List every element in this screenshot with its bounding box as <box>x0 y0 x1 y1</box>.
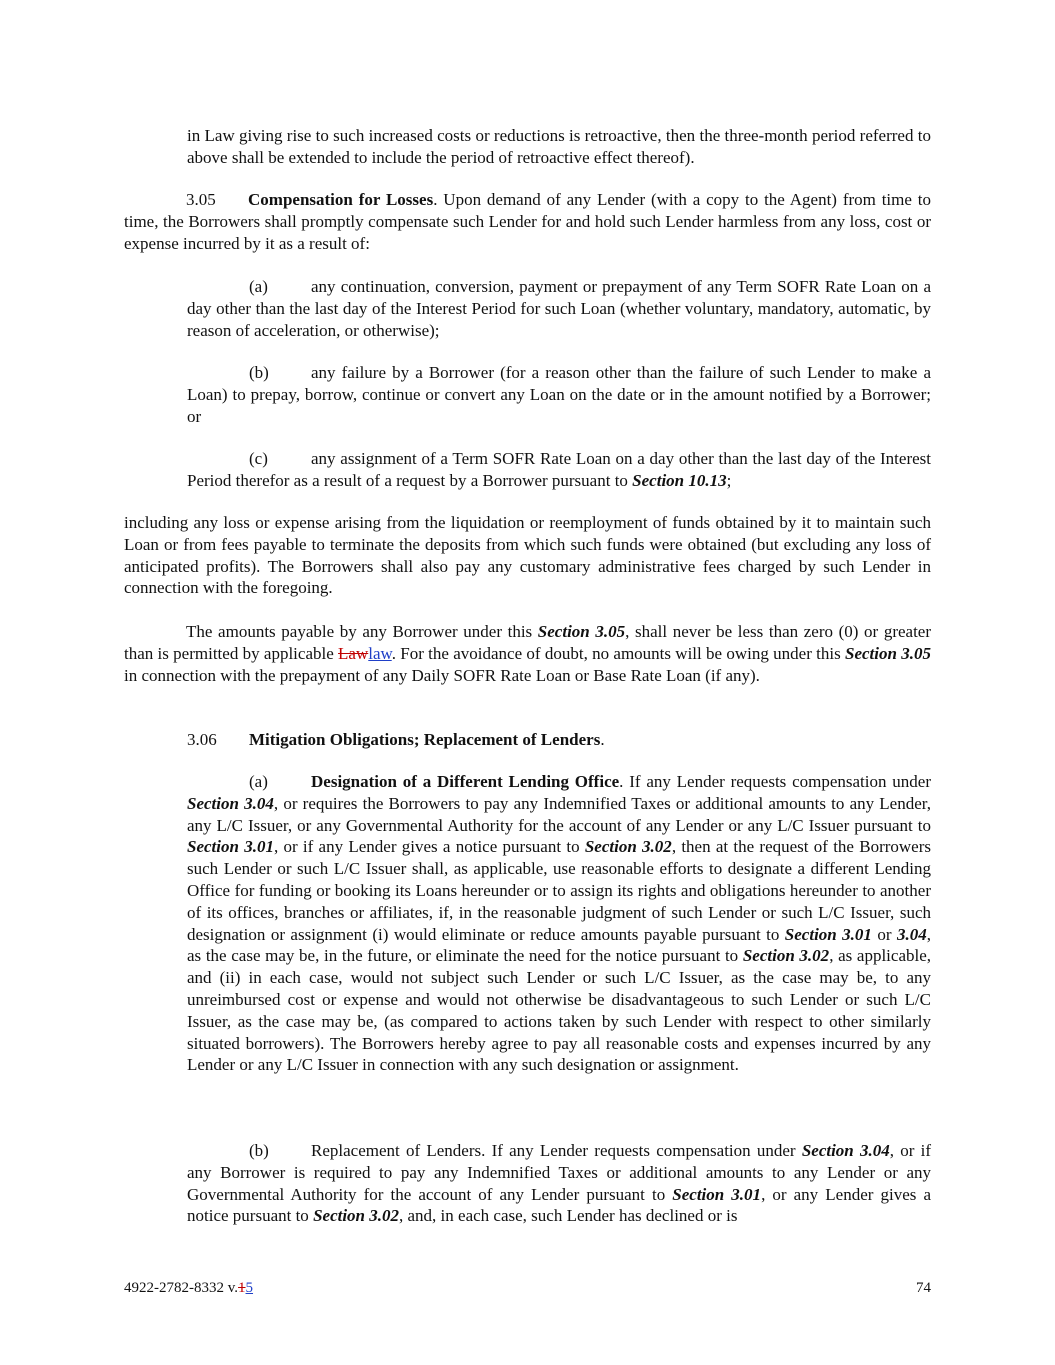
clause-text: , as the case may be, in the future, or eliminate the need for the notice pursuant to <box>187 924 931 966</box>
clause-number: (a) <box>249 772 268 791</box>
clause-text: . If any Lender requests compensation under <box>619 772 931 791</box>
section-reference: Section 3.02 <box>742 946 830 966</box>
section-reference: 3.04 <box>896 924 927 944</box>
clause-text: , or if any Lender gives a notice pursuant to <box>273 837 585 857</box>
version-inserted: 5 <box>245 1280 254 1296</box>
section-reference: Section 3.01 <box>784 924 872 944</box>
clause-text: Replacement of Lenders. If any Lender requests compensation under <box>311 1141 802 1160</box>
section-number: 3.06 <box>187 730 217 749</box>
section-reference: Section 3.02 <box>584 837 672 857</box>
clause-text: , or any Lender gives a notice pursuant to <box>187 1184 931 1226</box>
clause-number: (c) <box>249 449 268 468</box>
clause-3-06-b <box>187 1140 931 1227</box>
section-text: . Upon demand of any Lender (with a copy to the Agent) from time to time, the Borrowers shall promptly compensate such Lender for and hold such Lender harmless from any loss, cost or expense incurred by it as a result of: <box>124 190 931 253</box>
tracked-insertion: law <box>368 643 392 663</box>
paragraph-text: , shall never be less than zero (0) or greater than is permitted by applicable <box>124 622 932 663</box>
clause-text: , as applicable, and (ii) in each case, would not subject such Lender or such L/C Issuer, as the case may be, to any unreimbursed cost or expense and would not otherwise be disadvantageous to such Lender or such L/C Issuer, as the case may be, (as compared to actions taken by such Lender with respect to other similarly situated borrowers). The Borrowers hereby agree to pay all reasonable costs and expenses incurred by any Lender or any L/C Issuer in connection with any such designation or assignment. <box>187 946 932 1075</box>
clause-3-06-a <box>187 771 931 1076</box>
clause-text: , and, in each case, such Lender has declined or is <box>399 1206 738 1226</box>
section-reference: Section 3.04 <box>187 793 274 813</box>
paragraph-text: . For the avoidance of doubt, no amounts will be owing under this <box>391 643 846 663</box>
page-number <box>916 1280 931 1297</box>
clause-text: any continuation, conversion, payment or prepayment of any Term SOFR Rate Loan on a day other than the last day of the Interest Period for such Loan (whether voluntary, mandatory, automatic, by reason of acceleration, or otherwise); <box>187 277 931 340</box>
version-deleted: 1 <box>238 1280 246 1296</box>
clause-number: (b) <box>249 363 269 382</box>
clause-text: , then at the request of the Borrowers such Lender or such L/C Issuer shall, as applicable, use reasonable efforts to designate a different Lending Office for funding or booking its Loans hereunder or to assign its rights and obligations hereunder to another of its offices, branches or affiliates, if, in the reasonable judgment of such Lender or such L/C Issuer, such designation or assignment (i) would eliminate or reduce amounts payable pursuant to <box>187 837 932 944</box>
clause-text: any failure by a Borrower (for a reason other than the failure of such Lender to make a Loan) to prepay, borrow, continue or convert any Loan on the date or in the amount notified by a Borrower; or <box>187 363 931 426</box>
page-number-text: 74 <box>916 1280 931 1296</box>
section-text: . <box>600 730 605 749</box>
clause-text: , or requires the Borrowers to pay any Indemnified Taxes or additional amounts to any Lender, any L/C Issuer, or any Governmental Authority for the account of any Lender or any L/C Issuer pursuant to <box>187 793 931 835</box>
section-reference: Section 3.01 <box>672 1184 762 1204</box>
paragraph-continuation <box>187 125 931 169</box>
section-reference: Section 3.05 <box>537 622 626 641</box>
clause-b <box>187 362 931 427</box>
section-title: Mitigation Obligations; Replacement of Lenders <box>249 730 601 749</box>
paragraph-amounts <box>124 621 931 686</box>
clause-text: ; <box>726 470 732 490</box>
section-number: 3.05 <box>186 190 216 209</box>
clause-text: , or if any Borrower is required to pay any Indemnified Taxes or additional amounts to any Lender or any Governmental Authority for the account of any Lender pursuant to <box>187 1141 932 1204</box>
paragraph-text: in Law giving rise to such increased costs or reductions is retroactive, then the three-month period referred to above shall be extended to include the period of retroactive effect thereof). <box>187 126 931 167</box>
section-3-05 <box>124 189 931 254</box>
section-reference: Section 3.01 <box>187 837 274 857</box>
section-reference: Section 3.02 <box>313 1206 400 1226</box>
tracked-deletion: Law <box>338 643 369 663</box>
doc-id-text: 4922-2782-8332 v. <box>124 1280 239 1296</box>
clause-text: any assignment of a Term SOFR Rate Loan on a day other than the last day of the Interest Period therefor as a result of a request by a Borrower pursuant to <box>187 449 931 490</box>
clause-number: (a) <box>249 277 268 296</box>
clause-a <box>187 276 931 341</box>
paragraph-text: The amounts payable by any Borrower under this <box>186 622 538 641</box>
section-reference: Section 10.13 <box>632 470 727 490</box>
paragraph-text: including any loss or expense arising from the liquidation or reemployment of funds obtained by it to maintain such Loan or from fees payable to terminate the deposits from which such funds were obtained (but excluding any loss of anticipated profits). The Borrowers shall also pay any customary administrative fees charged by such Lender in connection with the foregoing. <box>124 513 931 598</box>
paragraph-text: in connection with the prepayment of any Daily SOFR Rate Loan or Base Rate Loan (if any). <box>124 665 760 685</box>
footer-doc-id <box>124 1280 253 1297</box>
section-reference: Section 3.05 <box>845 643 931 663</box>
section-reference: Section 3.04 <box>801 1141 890 1160</box>
section-title: Compensation for Losses <box>248 190 434 209</box>
paragraph-including <box>124 512 931 599</box>
clause-text: or <box>871 924 897 944</box>
clause-c <box>187 448 931 492</box>
clause-title: Designation of a Different Lending Office <box>311 772 620 791</box>
section-3-06 <box>187 729 931 751</box>
clause-number: (b) <box>249 1141 269 1160</box>
